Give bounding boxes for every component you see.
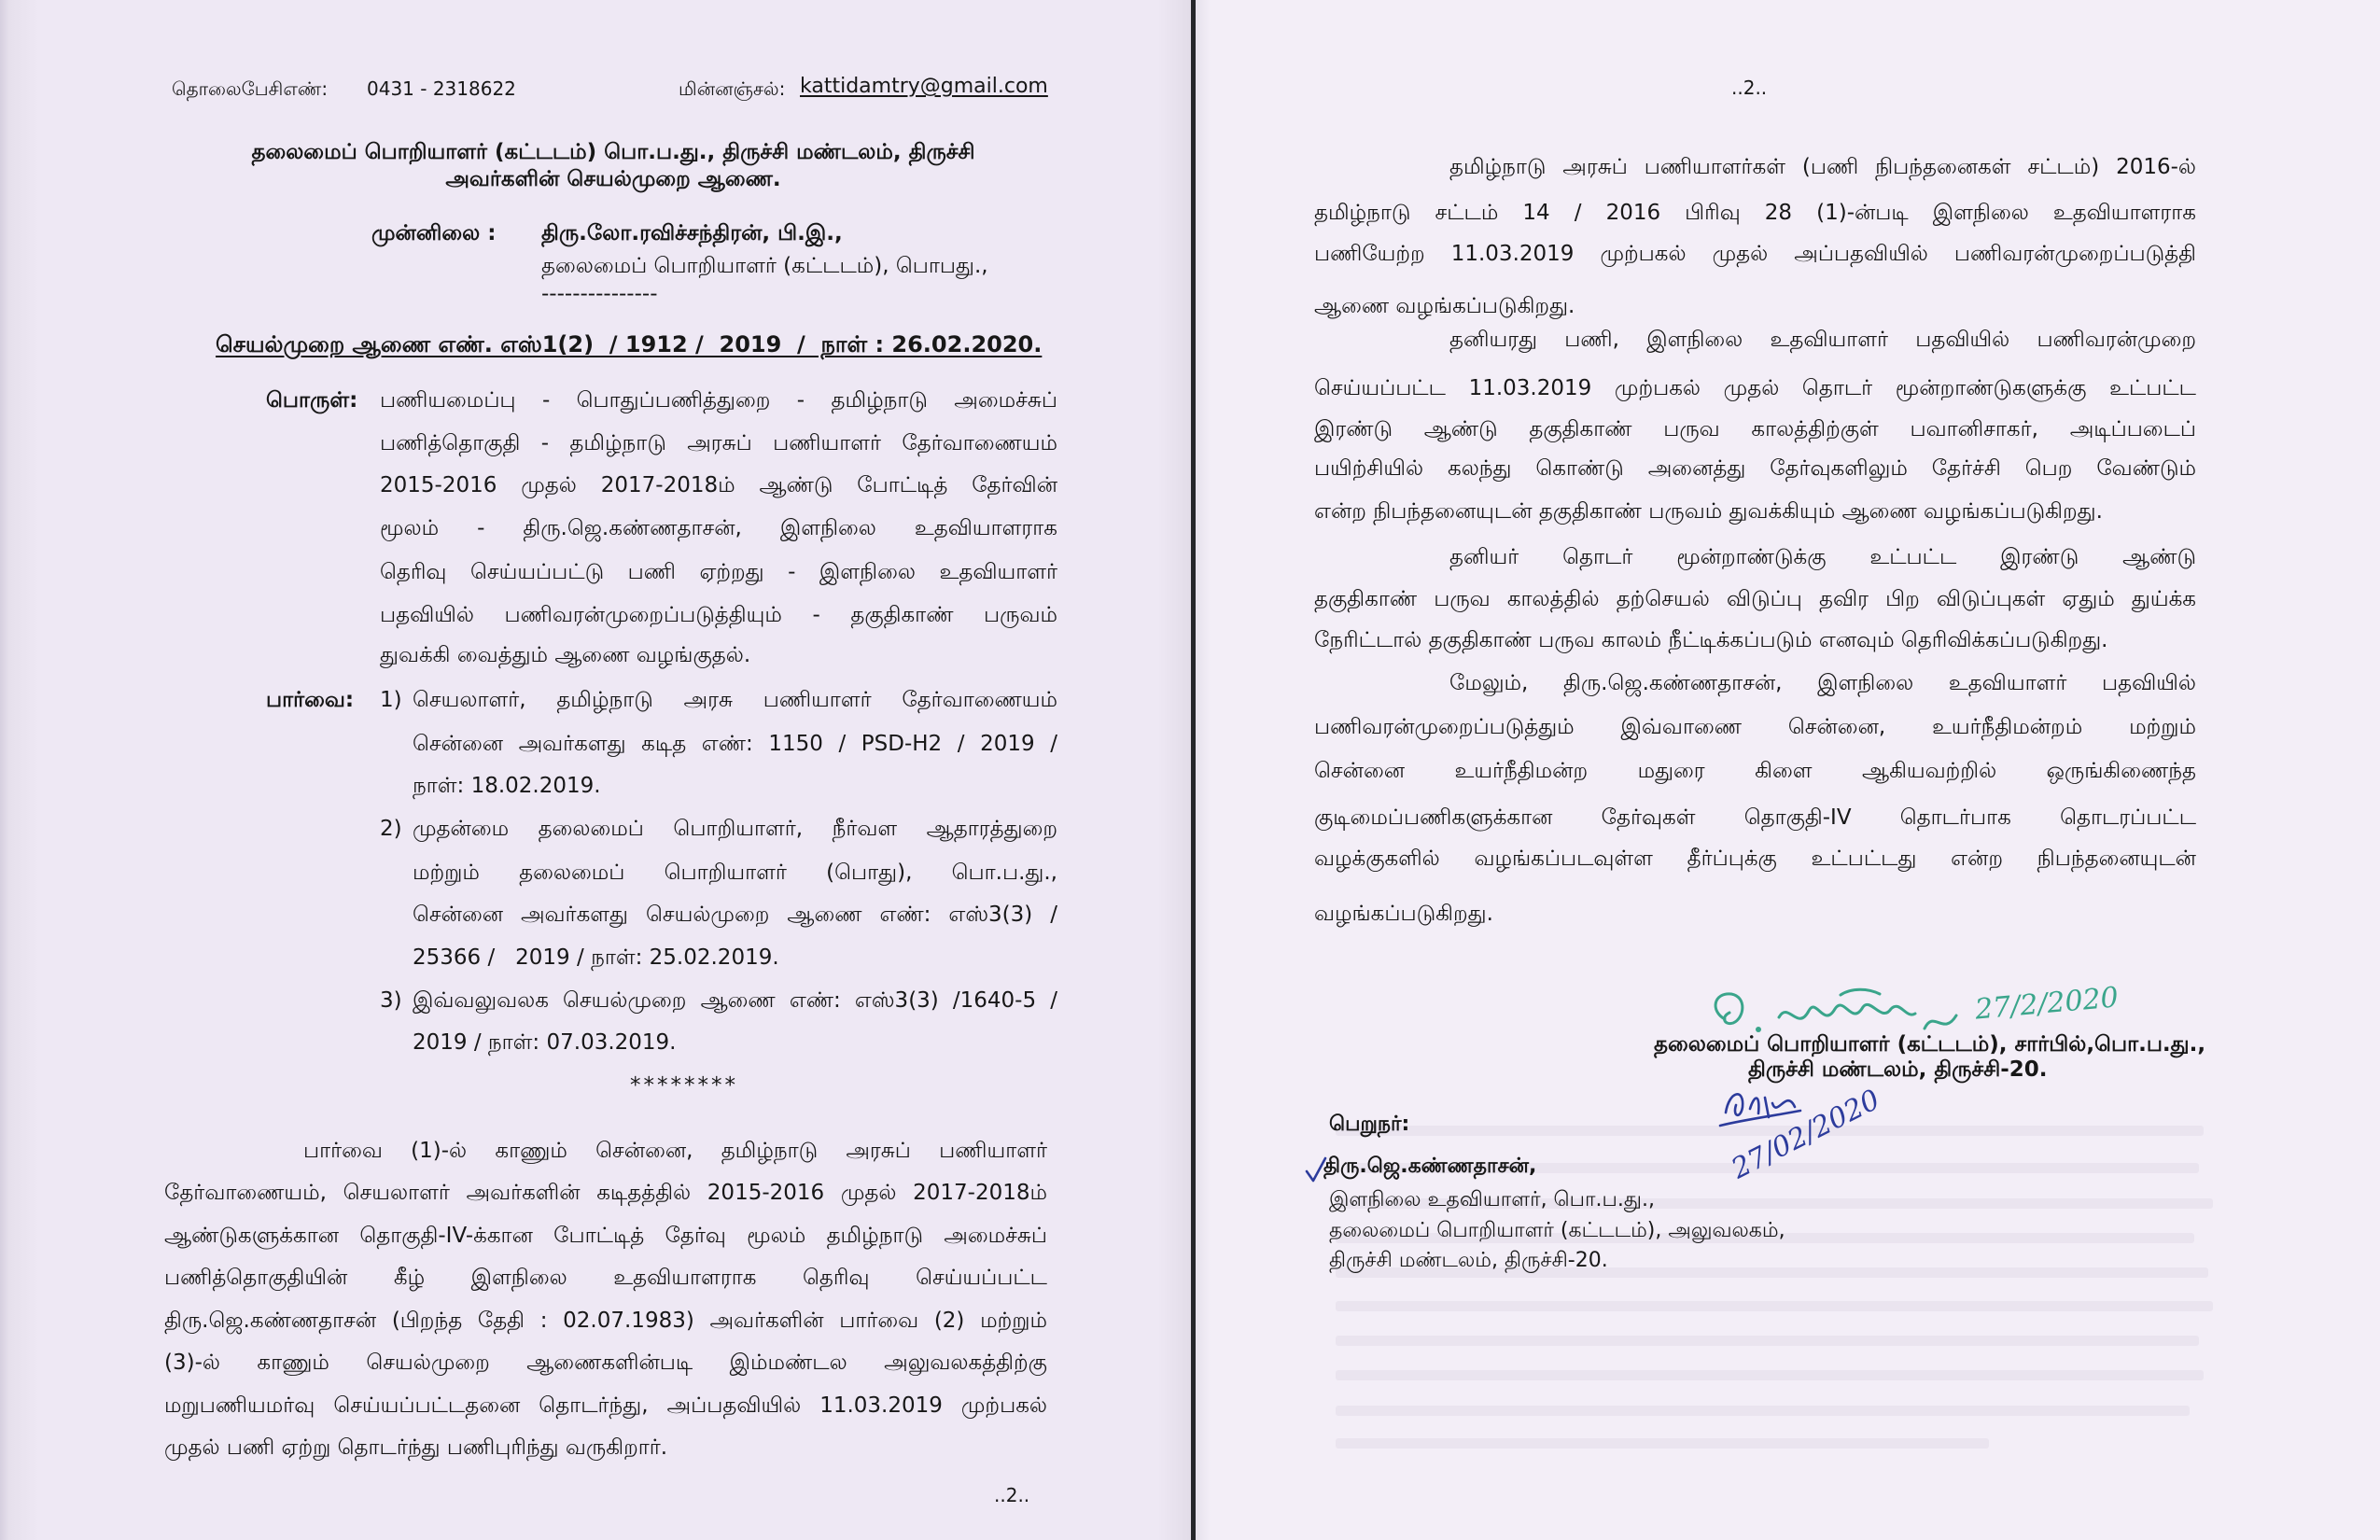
reference-line: முதன்மை தலைமைப் பொறியாளர், நீர்வள ஆதாரத்துறை — [413, 817, 1057, 841]
body-line: (3)-ல் காணும் செயல்முறை ஆணைகளின்படி இம்மண்டல அலுவலகத்திற்கு — [164, 1351, 1047, 1375]
reference-number: 1) — [380, 688, 402, 712]
body-line: ஆணை வழங்கப்படுகிறது. — [1314, 294, 1575, 318]
email-label: மின்னஞ்சல்: — [679, 77, 786, 100]
recipient-address-line: தலைமைப் பொறியாளர் (கட்டடம்), அலுவலகம், — [1329, 1219, 1785, 1242]
subject-line: பதவியில் பணிவரன்முறைப்படுத்தியும் - தகுதிகாண் பருவம் — [380, 603, 1057, 627]
body-line: தகுதிகாண் பருவ காலத்தில் தற்செயல் விடுப்பு தவிர பிற விடுப்புகள் ஏதும் துய்க்க — [1314, 587, 2196, 611]
phone-number: 0431 - 2318622 — [367, 77, 516, 100]
reference-line: நாள்: 18.02.2019. — [413, 774, 601, 798]
right-page — [1196, 0, 2380, 1540]
reference-line: செயலாளர், தமிழ்நாடு அரசு பணியாளர் தேர்வாணையம் — [413, 688, 1057, 712]
initials-date: 27/02/2020 — [1726, 1083, 1885, 1186]
body-line: தமிழ்நாடு அரசுப் பணியாளர்கள் (பணி நிபந்தனைகள் சட்டம்) 2016-ல் — [1449, 155, 2196, 179]
subject-line: துவக்கி வைத்தும் ஆணை வழங்குதல். — [380, 643, 751, 667]
subject-line: பணித்தொகுதி - தமிழ்நாடு அரசுப் பணியாளர் தேர்வாணையம் — [380, 431, 1057, 455]
presiding-officer-name: திரு.லோ.ரவிச்சந்திரன், பி.இ., — [541, 221, 843, 245]
subject-label: பொருள்: — [266, 388, 358, 413]
recipient-address-line: திருச்சி மண்டலம், திருச்சி-20. — [1329, 1249, 1608, 1272]
reference-number: 3) — [380, 988, 402, 1013]
body-line: பணியேற்ற 11.03.2019 முற்பகல் முதல் அப்பதவியில் பணிவரன்முறைப்படுத்தி — [1314, 242, 2196, 266]
recipient-name: திரு.ஜெ.கண்ணதாசன், — [1323, 1155, 1537, 1178]
page-number-marker: ..2.. — [1731, 77, 1768, 99]
order-title-line-2: அவர்களின் செயல்முறை ஆணை. — [445, 167, 781, 191]
subject-line: பணியமைப்பு - பொதுப்பணித்துறை - தமிழ்நாடு அமைச்சுப் — [380, 388, 1057, 413]
body-line: பணித்தொகுதியின் கீழ் இளநிலை உதவியாளராக தெரிவு செய்யப்பட்ட — [164, 1266, 1047, 1290]
body-line: தமிழ்நாடு சட்டம் 14 / 2016 பிரிவு 28 (1)-ன்படி இளநிலை உதவியாளராக — [1314, 201, 2196, 225]
reference-line: 2019 / நாள்: 07.03.2019. — [413, 1030, 677, 1055]
signatory-designation-line-1: தலைமைப் பொறியாளர் (கட்டடம்), சார்பில்,பொ.ப.து., — [1654, 1032, 2206, 1057]
page-continuation-marker: ..2.. — [994, 1484, 1030, 1506]
reference-line: சென்னை அவர்களது கடித எண்: 1150 / PSD-H2 / 2019 / — [413, 732, 1057, 756]
body-line: இரண்டு ஆண்டு தகுதிகாண் பருவ காலத்திற்குள் பவானிசாகர், அடிப்படைப் — [1314, 417, 2196, 441]
body-line: செய்யப்பட்ட 11.03.2019 முற்பகல் முதல் தொடர் மூன்றாண்டுகளுக்கு உட்பட்ட — [1314, 376, 2196, 400]
dashed-rule: --------------- — [541, 282, 658, 306]
reference-line: 25366 / 2019 / நாள்: 25.02.2019. — [413, 945, 779, 970]
recipient-label: பெறுநர்: — [1329, 1113, 1410, 1136]
reference-line: மற்றும் தலைமைப் பொறியாளர் (பொது), பொ.ப.து., — [413, 861, 1057, 885]
order-title-line-1: தலைமைப் பொறியாளர் (கட்டடம்) பொ.ப.து., திருச்சி மண்டலம், திருச்சி — [251, 140, 975, 164]
signatory-designation-line-2: திருச்சி மண்டலம், திருச்சி-20. — [1748, 1057, 2048, 1082]
reference-line: இவ்வலுவலக செயல்முறை ஆணை எண்: எஸ்3(3) /1640-5 / — [413, 988, 1057, 1013]
signature-date: 27/2/2020 — [1973, 981, 2121, 1027]
phone-label: தொலைபேசிஎண்: — [172, 77, 329, 100]
body-line: வழங்கப்படுகிறது. — [1314, 902, 1493, 926]
body-line: பார்வை (1)-ல் காணும் சென்னை, தமிழ்நாடு அரசுப் பணியாளர் — [303, 1139, 1047, 1163]
presence-label: முன்னிலை : — [371, 221, 497, 245]
references-label: பார்வை: — [266, 688, 355, 712]
subject-line: 2015-2016 முதல் 2017-2018ம் ஆண்டு போட்டித் தேர்வின் — [380, 473, 1057, 497]
body-line: சென்னை உயர்நீதிமன்ற மதுரை கிளை ஆகியவற்றில் ஒருங்கிணைந்த — [1314, 759, 2196, 783]
asterisk-separator: ******** — [630, 1073, 738, 1098]
body-line: திரு.ஜெ.கண்ணதாசன் (பிறந்த தேதி : 02.07.1983) அவர்களின் பார்வை (2) மற்றும் — [164, 1309, 1047, 1333]
order-number: செயல்முறை ஆணை எண். எஸ்1(2) / 1912 / 2019 / நாள் : 26.02.2020. — [216, 331, 1043, 357]
body-line: வழக்குகளில் வழங்கப்படவுள்ள தீர்ப்புக்கு உட்பட்டது என்ற நிபந்தனையுடன் — [1314, 847, 2196, 871]
body-line: நேரிட்டால் தகுதிகாண் பருவ காலம் நீட்டிக்கப்படும் எனவும் தெரிவிக்கப்படுகிறது. — [1314, 628, 2108, 652]
email-link[interactable]: kattidamtry@gmail.com — [800, 75, 1048, 98]
body-line: பணிவரன்முறைப்படுத்தும் இவ்வாணை சென்னை, உயர்நீதிமன்றம் மற்றும் — [1314, 715, 2196, 739]
subject-line: தெரிவு செய்யப்பட்டு பணி ஏற்றது - இளநிலை உதவியாளர் — [380, 560, 1057, 584]
body-line: முதல் பணி ஏற்று தொடர்ந்து பணிபுரிந்து வருகிறார். — [164, 1435, 668, 1460]
body-line: தேர்வாணையம், செயலாளர் அவர்களின் கடிதத்தில் 2015-2016 முதல் 2017-2018ம் — [164, 1181, 1047, 1205]
body-line: தனியர் தொடர் மூன்றாண்டுக்கு உட்பட்ட இரண்டு ஆண்டு — [1449, 545, 2196, 569]
body-line: மேலும், திரு.ஜெ.கண்ணதாசன், இளநிலை உதவியாளர் பதவியில் — [1449, 671, 2196, 695]
body-line: மறுபணியமர்வு செய்யப்பட்டதனை தொடர்ந்து, அப்பதவியில் 11.03.2019 முற்பகல் — [164, 1393, 1047, 1418]
subject-line: மூலம் - திரு.ஜெ.கண்ணதாசன், இளநிலை உதவியாளராக — [380, 516, 1057, 540]
body-line: குடிமைப்பணிகளுக்கான தேர்வுகள் தொகுதி-IV தொடர்பாக தொடரப்பட்ட — [1314, 805, 2196, 830]
body-line: ஆண்டுகளுக்கான தொகுதி-IV-க்கான போட்டித் தேர்வு மூலம் தமிழ்நாடு அமைச்சுப் — [164, 1224, 1047, 1248]
body-line: தனியரது பணி, இளநிலை உதவியாளர் பதவியில் பணிவரன்முறை — [1449, 328, 2196, 352]
reference-line: சென்னை அவர்களது செயல்முறை ஆணை எண்: எஸ்3(3) / — [413, 903, 1057, 927]
presiding-officer-designation: தலைமைப் பொறியாளர் (கட்டடம்), பொபது., — [541, 254, 988, 278]
recipient-address-line: இளநிலை உதவியாளர், பொ.ப.து., — [1329, 1188, 1655, 1211]
body-line: என்ற நிபந்தனையுடன் தகுதிகாண் பருவம் துவக்கியும் ஆணை வழங்கப்படுகிறது. — [1314, 499, 2103, 524]
reference-number: 2) — [380, 817, 402, 841]
body-line: பயிற்சியில் கலந்து கொண்டு அனைத்து தேர்வுகளிலும் தேர்ச்சி பெற வேண்டும் — [1314, 456, 2196, 481]
